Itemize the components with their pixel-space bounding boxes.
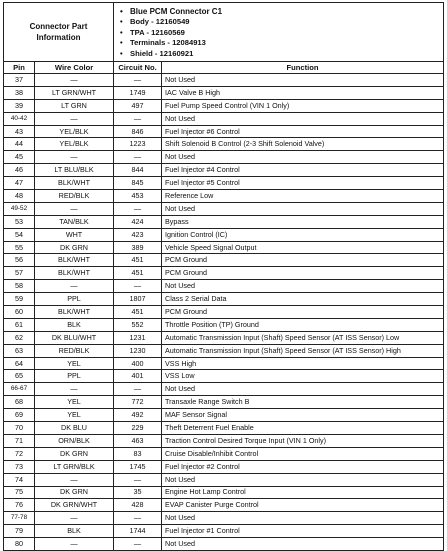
connector-part-details: [114, 3, 444, 62]
wire-color-cell: —: [35, 512, 114, 525]
table-row: [4, 241, 444, 254]
wire-color-cell: —: [35, 112, 114, 125]
circuit-number-cell: 552: [114, 318, 162, 331]
wire-color-cell: BLK/WHT: [35, 177, 114, 190]
table-row: [4, 138, 444, 151]
wire-color-cell: DK GRN: [35, 447, 114, 460]
column-header-row: [4, 62, 444, 74]
wire-color-cell: YEL: [35, 396, 114, 409]
pin-cell: 58: [4, 280, 35, 293]
wire-color-cell: BLK/WHT: [35, 267, 114, 280]
function-cell: Bypass: [162, 215, 444, 228]
pin-cell: 38: [4, 86, 35, 99]
table-row: [4, 357, 444, 370]
wire-color-cell: LT GRN/WHT: [35, 86, 114, 99]
circuit-number-cell: —: [114, 74, 162, 87]
table-row: [4, 306, 444, 319]
circuit-number-cell: 389: [114, 241, 162, 254]
header-row: [4, 3, 444, 62]
pin-cell: 55: [4, 241, 35, 254]
pin-cell: 69: [4, 409, 35, 422]
function-cell: Not Used: [162, 512, 444, 525]
table-row: [4, 202, 444, 215]
pin-cell: 37: [4, 74, 35, 87]
circuit-number-cell: 229: [114, 422, 162, 435]
wire-color-cell: YEL/BLK: [35, 138, 114, 151]
wire-color-cell: BLK/WHT: [35, 254, 114, 267]
table-row: [4, 370, 444, 383]
pin-cell: 74: [4, 473, 35, 486]
function-cell: Not Used: [162, 74, 444, 87]
pin-cell: 57: [4, 267, 35, 280]
pin-cell: 56: [4, 254, 35, 267]
column-header-circuit: Circuit No.: [114, 62, 162, 74]
function-cell: Engine Hot Lamp Control: [162, 486, 444, 499]
table-row: [4, 318, 444, 331]
wire-color-cell: —: [35, 383, 114, 396]
pin-cell: 60: [4, 306, 35, 319]
function-cell: Theft Deterrent Fuel Enable: [162, 422, 444, 435]
pin-cell: 65: [4, 370, 35, 383]
pin-cell: 75: [4, 486, 35, 499]
table-row: [4, 422, 444, 435]
pin-cell: 72: [4, 447, 35, 460]
circuit-number-cell: 497: [114, 99, 162, 112]
bullet-icon: •: [120, 6, 123, 16]
wire-color-cell: DK BLU/WHT: [35, 331, 114, 344]
wire-color-cell: —: [35, 538, 114, 551]
wire-color-cell: BLK: [35, 525, 114, 538]
function-cell: MAF Sensor Signal: [162, 409, 444, 422]
header-title-line2: Information: [36, 33, 81, 42]
function-cell: Not Used: [162, 473, 444, 486]
bullet-icon: •: [120, 48, 123, 58]
table-row: [4, 486, 444, 499]
part-item: • Shield - 12160921: [120, 48, 194, 58]
circuit-number-cell: 400: [114, 357, 162, 370]
wire-color-cell: DK GRN/WHT: [35, 499, 114, 512]
table-row: [4, 280, 444, 293]
wire-color-cell: PPL: [35, 370, 114, 383]
pin-cell: 43: [4, 125, 35, 138]
circuit-number-cell: 492: [114, 409, 162, 422]
table-row: [4, 331, 444, 344]
column-header-function: Function: [162, 62, 444, 74]
wire-color-cell: YEL: [35, 357, 114, 370]
circuit-number-cell: 845: [114, 177, 162, 190]
circuit-number-cell: —: [114, 112, 162, 125]
table-row: [4, 190, 444, 203]
function-cell: Automatic Transmission Input (Shaft) Speed Sensor (AT ISS Sensor) High: [162, 344, 444, 357]
wire-color-cell: —: [35, 74, 114, 87]
function-cell: Throttle Position (TP) Ground: [162, 318, 444, 331]
pin-cell: 54: [4, 228, 35, 241]
pin-cell: 48: [4, 190, 35, 203]
part-item: • Blue PCM Connector C1: [120, 6, 223, 16]
function-cell: Reference Low: [162, 190, 444, 203]
circuit-number-cell: —: [114, 151, 162, 164]
bullet-icon: •: [120, 27, 123, 37]
circuit-number-cell: —: [114, 512, 162, 525]
function-cell: Not Used: [162, 383, 444, 396]
pin-cell: 66-67: [4, 383, 35, 396]
function-cell: Transaxle Range Switch B: [162, 396, 444, 409]
table-row: [4, 473, 444, 486]
table-row: [4, 293, 444, 306]
table-row: [4, 383, 444, 396]
wire-color-cell: DK GRN: [35, 241, 114, 254]
pin-cell: 68: [4, 396, 35, 409]
pin-cell: 47: [4, 177, 35, 190]
table-row: [4, 344, 444, 357]
function-cell: Automatic Transmission Input (Shaft) Speed Sensor (AT ISS Sensor) Low: [162, 331, 444, 344]
pin-cell: 59: [4, 293, 35, 306]
function-cell: Fuel Injector #5 Control: [162, 177, 444, 190]
function-cell: Fuel Pump Speed Control (VIN 1 Only): [162, 99, 444, 112]
wire-color-cell: —: [35, 202, 114, 215]
circuit-number-cell: 772: [114, 396, 162, 409]
circuit-number-cell: 35: [114, 486, 162, 499]
pin-cell: 45: [4, 151, 35, 164]
circuit-number-cell: —: [114, 280, 162, 293]
table-row: [4, 434, 444, 447]
connector-table: [3, 2, 444, 551]
table-row: [4, 215, 444, 228]
circuit-number-cell: —: [114, 538, 162, 551]
circuit-number-cell: 846: [114, 125, 162, 138]
circuit-number-cell: 451: [114, 254, 162, 267]
function-cell: EVAP Canister Purge Control: [162, 499, 444, 512]
circuit-number-cell: 1807: [114, 293, 162, 306]
pin-cell: 44: [4, 138, 35, 151]
function-cell: Fuel Injector #6 Control: [162, 125, 444, 138]
table-row: [4, 177, 444, 190]
column-header-pin: Pin: [4, 62, 35, 74]
wire-color-cell: RED/BLK: [35, 344, 114, 357]
part-item: • Terminals - 12084913: [120, 38, 206, 48]
wire-color-cell: BLK: [35, 318, 114, 331]
pin-rows: [4, 74, 444, 551]
pin-cell: 71: [4, 434, 35, 447]
circuit-number-cell: 1745: [114, 460, 162, 473]
wire-color-cell: LT GRN: [35, 99, 114, 112]
pin-cell: 70: [4, 422, 35, 435]
circuit-number-cell: 1744: [114, 525, 162, 538]
wire-color-cell: YEL/BLK: [35, 125, 114, 138]
circuit-number-cell: 401: [114, 370, 162, 383]
function-cell: Shift Solenoid B Control (2-3 Shift Solenoid Valve): [162, 138, 444, 151]
table-row: [4, 254, 444, 267]
wire-color-cell: —: [35, 280, 114, 293]
wire-color-cell: —: [35, 473, 114, 486]
function-cell: Not Used: [162, 538, 444, 551]
circuit-number-cell: 423: [114, 228, 162, 241]
function-cell: Class 2 Serial Data: [162, 293, 444, 306]
table-row: [4, 125, 444, 138]
circuit-number-cell: 1231: [114, 331, 162, 344]
circuit-number-cell: 453: [114, 190, 162, 203]
table-row: [4, 99, 444, 112]
function-cell: VSS High: [162, 357, 444, 370]
function-cell: VSS Low: [162, 370, 444, 383]
connector-pinout-sheet: [3, 2, 443, 551]
pin-cell: 76: [4, 499, 35, 512]
function-cell: Not Used: [162, 151, 444, 164]
circuit-number-cell: 463: [114, 434, 162, 447]
table-row: [4, 112, 444, 125]
wire-color-cell: ORN/BLK: [35, 434, 114, 447]
table-row: [4, 151, 444, 164]
wire-color-cell: DK BLU: [35, 422, 114, 435]
table-row: [4, 409, 444, 422]
part-item: • Body - 12160549: [120, 17, 190, 27]
circuit-number-cell: 451: [114, 267, 162, 280]
circuit-number-cell: —: [114, 383, 162, 396]
table-row: [4, 164, 444, 177]
pin-cell: 46: [4, 164, 35, 177]
pin-cell: 61: [4, 318, 35, 331]
pin-cell: 40-42: [4, 112, 35, 125]
wire-color-cell: LT GRN/BLK: [35, 460, 114, 473]
table-row: [4, 228, 444, 241]
function-cell: PCM Ground: [162, 267, 444, 280]
table-row: [4, 447, 444, 460]
function-cell: Not Used: [162, 112, 444, 125]
function-cell: PCM Ground: [162, 306, 444, 319]
pin-cell: 63: [4, 344, 35, 357]
function-cell: Not Used: [162, 202, 444, 215]
function-cell: Ignition Control (IC): [162, 228, 444, 241]
table-row: [4, 512, 444, 525]
circuit-number-cell: 428: [114, 499, 162, 512]
pin-cell: 80: [4, 538, 35, 551]
circuit-number-cell: —: [114, 473, 162, 486]
function-cell: PCM Ground: [162, 254, 444, 267]
wire-color-cell: TAN/BLK: [35, 215, 114, 228]
wire-color-cell: WHT: [35, 228, 114, 241]
function-cell: IAC Valve B High: [162, 86, 444, 99]
pin-cell: 62: [4, 331, 35, 344]
circuit-number-cell: 844: [114, 164, 162, 177]
circuit-number-cell: 1223: [114, 138, 162, 151]
wire-color-cell: YEL: [35, 409, 114, 422]
function-cell: Traction Control Desired Torque Input (VIN 1 Only): [162, 434, 444, 447]
pin-cell: 73: [4, 460, 35, 473]
circuit-number-cell: 1749: [114, 86, 162, 99]
table-row: [4, 267, 444, 280]
header-title-line1: Connector Part: [29, 22, 88, 31]
wire-color-cell: —: [35, 151, 114, 164]
function-cell: Fuel Injector #2 Control: [162, 460, 444, 473]
table-row: [4, 460, 444, 473]
part-number-list: [114, 5, 443, 60]
table-row: [4, 499, 444, 512]
wire-color-cell: DK GRN: [35, 486, 114, 499]
pin-cell: 53: [4, 215, 35, 228]
connector-part-info-label: [4, 3, 114, 62]
bullet-icon: •: [120, 17, 123, 27]
function-cell: Fuel Injector #4 Control: [162, 164, 444, 177]
function-cell: Cruise Disable/Inhibit Control: [162, 447, 444, 460]
table-row: [4, 396, 444, 409]
bullet-icon: •: [120, 38, 123, 48]
circuit-number-cell: 424: [114, 215, 162, 228]
pin-cell: 77-78: [4, 512, 35, 525]
pin-cell: 79: [4, 525, 35, 538]
circuit-number-cell: 83: [114, 447, 162, 460]
table-row: [4, 74, 444, 87]
wire-color-cell: LT BLU/BLK: [35, 164, 114, 177]
wire-color-cell: BLK/WHT: [35, 306, 114, 319]
pin-cell: 49-52: [4, 202, 35, 215]
circuit-number-cell: —: [114, 202, 162, 215]
circuit-number-cell: 1230: [114, 344, 162, 357]
function-cell: Fuel Injector #1 Control: [162, 525, 444, 538]
function-cell: Vehicle Speed Signal Output: [162, 241, 444, 254]
circuit-number-cell: 451: [114, 306, 162, 319]
column-header-wire-color: Wire Color: [35, 62, 114, 74]
pin-cell: 64: [4, 357, 35, 370]
table-row: [4, 525, 444, 538]
wire-color-cell: RED/BLK: [35, 190, 114, 203]
table-row: [4, 86, 444, 99]
function-cell: Not Used: [162, 280, 444, 293]
wire-color-cell: PPL: [35, 293, 114, 306]
part-item: • TPA - 12160569: [120, 27, 185, 37]
table-row: [4, 538, 444, 551]
pin-cell: 39: [4, 99, 35, 112]
